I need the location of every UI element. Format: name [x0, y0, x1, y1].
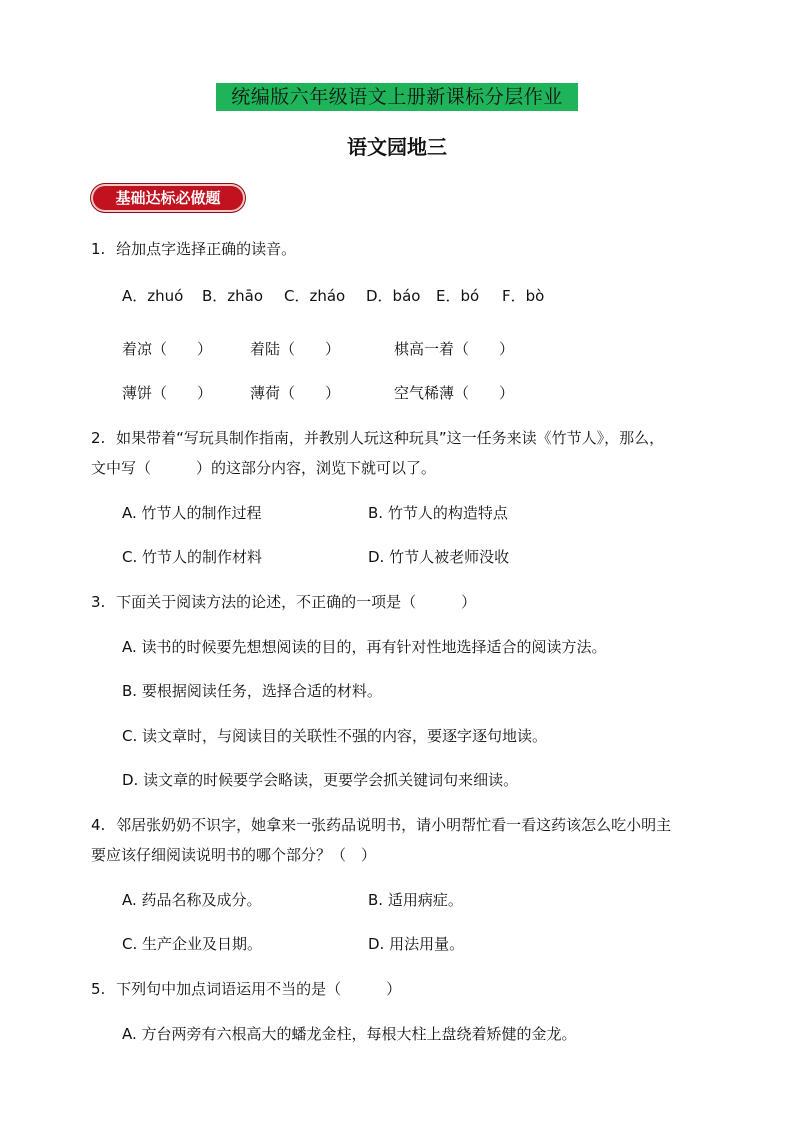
pinyin-option: B．zhāo	[202, 287, 264, 305]
pinyin-option: C．zháo	[284, 287, 346, 305]
option-b[interactable]: B. 要根据阅读任务，选择合适的材料。	[122, 682, 382, 700]
option-c[interactable]: C. 读文章时，与阅读目的关联性不强的内容，要逐字逐句地读。	[122, 727, 548, 745]
word-blank[interactable]: 着陆（ ）	[250, 340, 341, 358]
word-blank[interactable]: 空气稀薄（ ）	[394, 384, 515, 402]
question-stem: 下列句中加点词语运用不当的是（ ）	[116, 980, 402, 998]
option-d[interactable]: D. 读文章的时候要学会略读，更要学会抓关键词句来细读。	[122, 771, 519, 789]
option-a[interactable]: A. 药品名称及成分。	[122, 891, 262, 909]
page-title: 语文园地三	[347, 135, 447, 159]
question-stem: 如果带着“写玩具制作指南，并教别人玩这种玩具”这一任务来读《竹节人》，那么，	[116, 429, 665, 447]
question-number: 3.	[91, 593, 106, 611]
word-blank[interactable]: 棋高一着（ ）	[394, 340, 515, 358]
question-number: 1.	[91, 240, 106, 258]
option-b[interactable]: B. 竹节人的构造特点	[368, 504, 508, 522]
option-b[interactable]: B. 适用病症。	[368, 891, 463, 909]
section-badge: 基础达标必做题	[91, 184, 245, 212]
question-3	[91, 591, 476, 613]
option-c[interactable]: C. 竹节人的制作材料	[122, 548, 263, 566]
question-2	[91, 427, 664, 449]
question-stem: 给加点字选择正确的读音。	[116, 240, 297, 258]
option-a[interactable]: A. 读书的时候要先想想阅读的目的，再有针对性地选择适合的阅读方法。	[122, 638, 607, 656]
question-4	[91, 814, 671, 836]
pinyin-option: D．báo	[366, 287, 421, 305]
question-stem-continued: 要应该仔细阅读说明书的哪个部分？（ ）	[91, 846, 377, 864]
word-blank[interactable]: 着凉（ ）	[122, 340, 213, 358]
question-stem-continued: 文中写（ ）的这部分内容，浏览下就可以了。	[91, 459, 437, 477]
option-d[interactable]: D. 用法用量。	[368, 935, 465, 953]
question-5	[91, 978, 401, 1000]
pinyin-option: A．zhuó	[122, 287, 184, 305]
word-blank[interactable]: 薄荷（ ）	[250, 384, 341, 402]
option-c[interactable]: C. 生产企业及日期。	[122, 935, 263, 953]
worksheet-banner: 统编版六年级语文上册新课标分层作业	[216, 83, 578, 111]
question-stem: 下面关于阅读方法的论述，不正确的一项是（ ）	[116, 593, 477, 611]
question-1	[91, 238, 296, 260]
option-d[interactable]: D. 竹节人被老师没收	[368, 548, 510, 566]
pinyin-option: E．bó	[436, 287, 480, 305]
question-number: 5.	[91, 980, 106, 998]
pinyin-option: F．bò	[502, 287, 545, 305]
question-number: 2.	[91, 429, 106, 447]
question-number: 4.	[91, 816, 106, 834]
option-a[interactable]: A. 竹节人的制作过程	[122, 504, 262, 522]
word-blank[interactable]: 薄饼（ ）	[122, 384, 213, 402]
option-a[interactable]: A. 方台两旁有六根高大的蟠龙金柱，每根大柱上盘绕着矫健的金龙。	[122, 1025, 577, 1043]
question-stem: 邻居张奶奶不识字，她拿来一张药品说明书，请小明帮忙看一看这药该怎么吃小明主	[116, 816, 672, 834]
